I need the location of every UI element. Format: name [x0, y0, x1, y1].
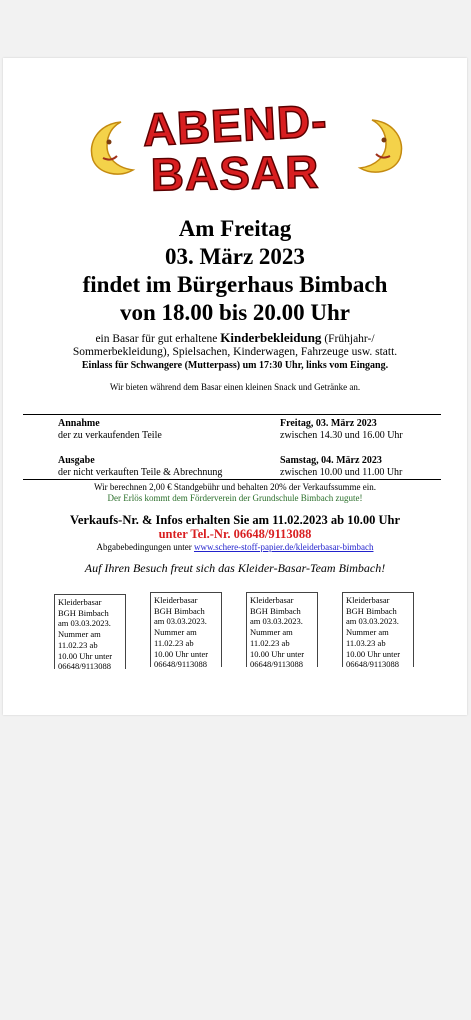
title-line-2: BASAR	[150, 145, 320, 201]
headline-day: Am Freitag	[178, 216, 292, 241]
phone-line: unter Tel.-Nr. 06648/9113088	[158, 527, 312, 541]
fee-note: Wir berechnen 2,00 € Standgebühr und behalten 20% der Verkaufssumme ein.	[94, 482, 376, 492]
conditions-link[interactable]: www.schere-stoff-papier.de/kleiderbasar-bimbach	[193, 542, 374, 552]
tear-off-tab: Kleiderbasar BGH Bimbach am 03.03.2023. Nummer am 11.02.23 ab 10.00 Uhr unter 06648/9113088	[246, 592, 318, 667]
flyer-page	[3, 58, 467, 715]
intro-line-1: ein Basar für gut erhaltene Kinderbekleidung (Frühjahr-/	[95, 330, 375, 345]
closing-line: Auf Ihren Besuch freut sich das Kleider-Basar-Team Bimbach!	[84, 561, 386, 575]
divider	[23, 479, 441, 480]
divider	[23, 414, 441, 415]
proceeds-note: Der Erlös kommt dem Förderverein der Grundschule Bimbach zugute!	[107, 493, 363, 503]
intro-line-2: Sommerbekleidung), Spielsachen, Kinderwagen, Fahrzeuge usw. statt.	[72, 346, 398, 358]
snack-note: Wir bieten während dem Basar einen kleinen Snack und Getränke an.	[109, 382, 361, 392]
tear-off-tab: Kleiderbasar BGH Bimbach am 03.03.2023. Nummer am 11.03.23 ab 10.00 Uhr unter 06648/9113088	[342, 592, 414, 667]
headline-time: von 18.00 bis 20.00 Uhr	[119, 300, 351, 325]
annahme-time-block: Freitag, 03. März 2023 zwischen 14.30 und 16.00 Uhr	[280, 418, 403, 441]
tear-off-tab: Kleiderbasar BGH Bimbach am 03.03.2023. Nummer am 11.02.23 ab 10.00 Uhr unter 06648/9113088	[54, 594, 126, 669]
conditions-line: Abgabebedingungen unter www.schere-stoff-papier.de/kleiderbasar-bimbach	[96, 542, 374, 552]
intro-line-3: Einlass für Schwangere (Mutterpass) um 17:30 Uhr, links vom Eingang.	[81, 360, 389, 371]
headline-location: findet im Bürgerhaus Bimbach	[82, 272, 388, 297]
info-line-1: Verkaufs-Nr. & Infos erhalten Sie am 11.02.2023 ab 10.00 Uhr	[70, 513, 400, 527]
title-line-1: ABEND-	[141, 94, 329, 156]
ausgabe-time-block: Samstag, 04. März 2023 zwischen 10.00 und 11.00 Uhr	[280, 455, 403, 478]
tear-off-tab: Kleiderbasar BGH Bimbach am 03.03.2023. Nummer am 11.02.23 ab 10.00 Uhr unter 06648/9113088	[150, 592, 222, 667]
annahme-block: Annahme der zu verkaufenden Teile	[58, 418, 162, 441]
headline-date: 03. März 2023	[165, 244, 305, 269]
ausgabe-block: Ausgabe der nicht verkauften Teile & Abrechnung	[58, 455, 223, 478]
